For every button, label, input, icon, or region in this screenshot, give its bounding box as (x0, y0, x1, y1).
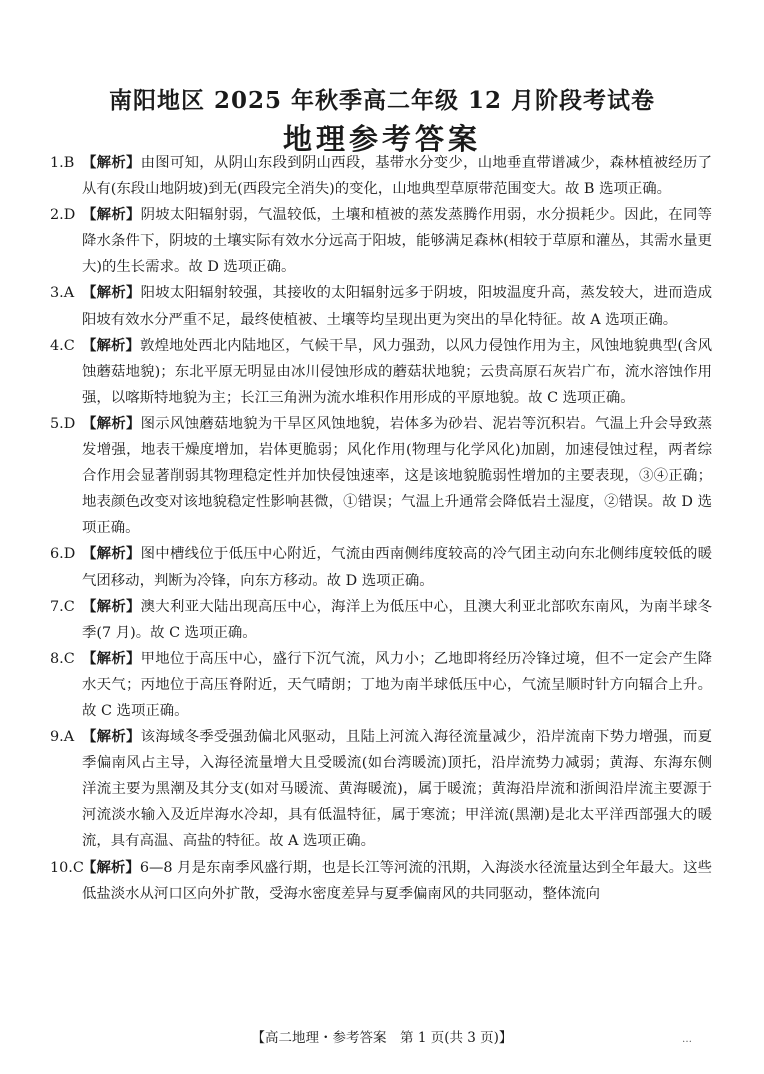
answer-number: 3.A (50, 285, 75, 302)
answer-number: 8.C (50, 650, 75, 667)
answer-item (50, 411, 712, 541)
analysis-tag: 【解析】 (82, 414, 141, 432)
answer-text: 图示风蚀蘑菇地貌为干旱区风蚀地貌，岩体多为砂岩、泥岩等沉积岩。气温上升会导致蒸发增强，地表干燥度增加，岩体更脆弱；风化作用(物理与化学风化)加剧，加速侵蚀过程，两者综合作用会显著削弱其物理稳定性并加快侵蚀速率，这是该地貌脆弱性增加的主要表现，③④正确；地表颜色改变对该地貌稳定性影响甚微，①错误；气温上升通常会降低岩土湿度，②错误。故 D 选项正确。 (82, 415, 712, 537)
answer-item (50, 646, 712, 724)
answer-number: 1.B (50, 155, 75, 171)
answer-item (50, 855, 712, 907)
answer-number: 9.A (50, 729, 75, 746)
answer-number: 7.C (50, 598, 75, 615)
analysis-tag: 【解析】 (82, 649, 141, 667)
answer-number: 4.C (50, 337, 75, 354)
analysis-tag: 【解析】 (82, 545, 141, 563)
answer-list (50, 150, 712, 907)
answer-item (50, 150, 712, 202)
answer-number: 6.D (50, 546, 76, 563)
analysis-tag: 【解析】 (82, 154, 141, 171)
analysis-tag: 【解析】 (82, 728, 141, 746)
analysis-tag: 【解析】 (82, 597, 141, 615)
answer-text: 敦煌地处西北内陆地区，气候干旱，风力强劲，以风力侵蚀作用为主，风蚀地貌典型(含风蚀蘑菇地貌)；东北平原无明显由冰川侵蚀形成的蘑菇状地貌；云贵高原石灰岩广布，流水溶蚀作用强，以喀斯特地貌为主；长江三角洲为流水堆积作用形成的平原地貌。故 C 选项正确。 (82, 337, 712, 406)
corner-mark: … (682, 1034, 692, 1045)
analysis-tag: 【解析】 (82, 284, 141, 302)
answer-text: 阴坡太阳辐射弱，气温较低，土壤和植被的蒸发蒸腾作用弱，水分损耗少。因此，在同等降水条件下，阴坡的土壤实际有效水分远高于阳坡，能够满足森林(相较于草原和灌丛，其需水量更大)的生长需求。故 D 选项正确。 (82, 207, 712, 276)
answer-number: 10.C (50, 859, 84, 876)
answer-number: 2.D (50, 207, 76, 224)
answer-item (50, 280, 712, 332)
answer-key-title: 地理参考答案 (282, 122, 481, 156)
answer-item (50, 594, 712, 646)
answer-item (50, 541, 712, 593)
answer-number: 5.D (50, 415, 76, 432)
answer-text: 澳大利亚大陆出现高压中心，海洋上为低压中心，且澳大利亚北部吹东南风，为南半球冬季(7 月)。故 C 选项正确。 (82, 598, 712, 641)
answer-text: 阳坡太阳辐射较强，其接收的太阳辐射远多于阴坡，阳坡温度升高，蒸发较大，进而造成阳坡有效水分严重不足，最终使植被、土壤等均呈现出更为突出的旱化特征。故 A 选项正确。 (82, 285, 712, 328)
page-footer: 【高二地理・参考答案 第 1 页(共 3 页)】 (251, 1030, 513, 1046)
answer-text: 6—8 月是东南季风盛行期，也是长江等河流的汛期，入海淡水径流量达到全年最大。这些低盐淡水从河口区向外扩散，受海水密度差异与夏季偏南风的共同驱动，整体流向 (82, 859, 712, 902)
exam-title: 南阳地区 2025 年秋季高二年级 12 月阶段考试卷 (108, 87, 656, 114)
answer-item (50, 724, 712, 854)
analysis-tag: 【解析】 (82, 858, 140, 876)
answer-text: 由图可知，从阴山东段到阴山西段，基带水分变少，山地垂直带谱减少，森林植被经历了从有(东段山地阴坡)到无(西段完全消失)的变化，山地典型草原带范围变大。故 B 选项正确。 (82, 155, 712, 198)
analysis-tag: 【解析】 (82, 336, 141, 354)
answer-item (50, 202, 712, 280)
answer-text: 图中槽线位于低压中心附近，气流由西南侧纬度较高的冷气团主动向东北侧纬度较低的暖气团移动，判断为冷锋，向东方移动。故 D 选项正确。 (82, 546, 712, 589)
answer-text: 甲地位于高压中心，盛行下沉气流，风力小；乙地即将经历冷锋过境，但不一定会产生降水天气；丙地位于高压脊附近，天气晴朗；丁地为南半球低压中心，气流呈顺时针方向辐合上升。故 C 选项正确。 (82, 650, 712, 719)
answer-text: 该海域冬季受强劲偏北风驱动，且陆上河流入海径流量减少，沿岸流南下势力增强，而夏季偏南风占主导，入海径流量增大且受暖流(如台湾暖流)顶托，沿岸流势力减弱；黄海、东海东侧洋流主要为黑潮及其分支(如对马暖流、黄海暖流)，属于暖流；黄海沿岸流和浙闽沿岸流主要源于河流淡水输入及近岸海水冷却，具有低温特征，属于寒流；甲洋流(黑潮)是北太平洋西部强大的暖流，具有高温、高盐的特征。故 A 选项正确。 (82, 729, 712, 850)
analysis-tag: 【解析】 (82, 206, 141, 224)
answer-item (50, 333, 712, 411)
